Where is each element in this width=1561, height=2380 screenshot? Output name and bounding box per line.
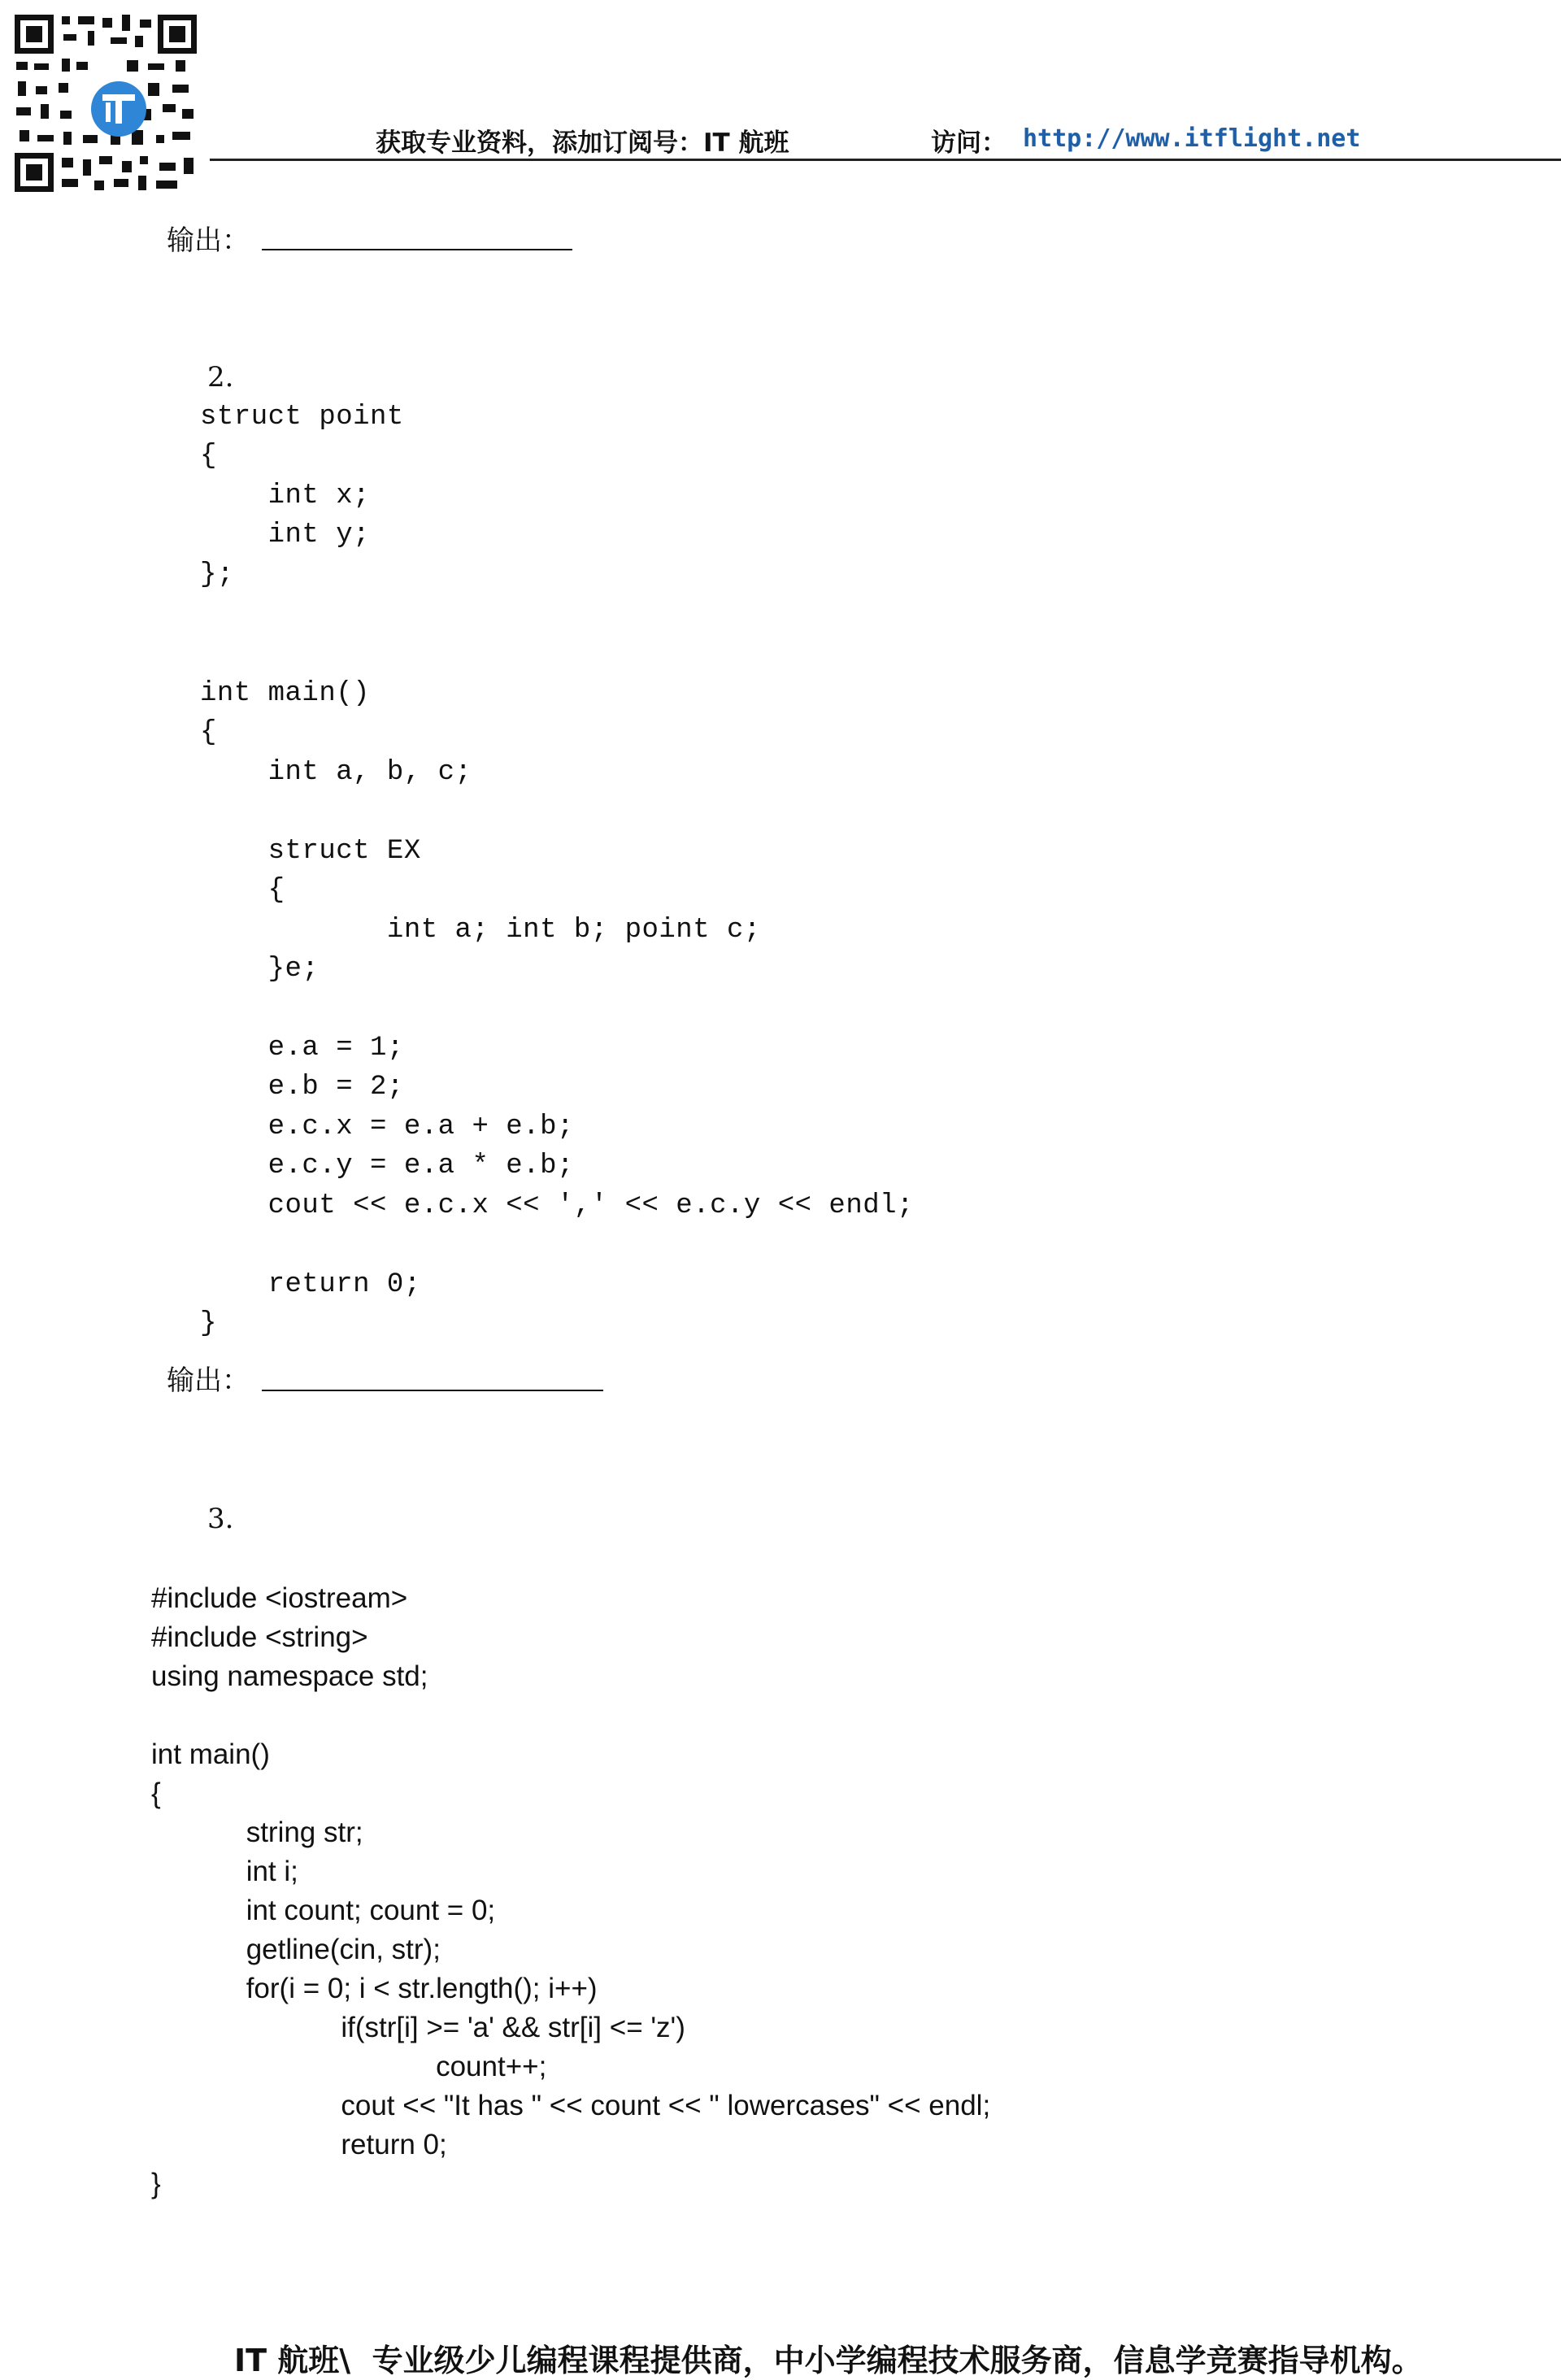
header-promo-text: 获取专业资料，添加订阅号：IT 航班 <box>376 128 789 158</box>
code-line: #include <string> <box>151 1621 368 1653</box>
code-line: int a; int b; point c; <box>200 915 761 946</box>
code-line: { <box>200 717 217 748</box>
header-divider <box>210 159 1561 161</box>
code-line: { <box>200 441 217 472</box>
code-line: string str; <box>151 1817 363 1848</box>
code-line: { <box>200 875 285 906</box>
code-line: int main() <box>151 1738 270 1770</box>
code-line: e.a = 1; <box>200 1033 404 1064</box>
q2-output-blank[interactable] <box>262 1390 603 1391</box>
code-line: return 0; <box>151 2129 447 2160</box>
q1-output-label: 输出： <box>167 224 250 257</box>
header-url-link[interactable]: http://www.itflight.net <box>1023 124 1361 153</box>
code-line: int a, b, c; <box>200 757 472 788</box>
q2-output-label: 输出： <box>167 1364 250 1397</box>
code-line: #include <iostream> <box>151 1582 408 1614</box>
code-line: e.c.y = e.a * e.b; <box>200 1151 574 1181</box>
code-line: } <box>200 1308 217 1339</box>
code-line: int i; <box>151 1856 298 1887</box>
header-visit-label: 访问： <box>931 128 1007 158</box>
code-line: int main() <box>200 678 371 709</box>
q3-number: 3. <box>207 1503 234 1535</box>
code-line: cout << "It has " << count << " lowercases" << endl; <box>151 2090 991 2121</box>
qr-code-icon <box>13 13 198 194</box>
q1-output-blank[interactable] <box>262 249 572 250</box>
code-line: count++; <box>151 2051 547 2082</box>
code-line: e.c.x = e.a + e.b; <box>200 1112 574 1142</box>
code-line: }e; <box>200 954 320 985</box>
code-line: return 0; <box>200 1269 421 1300</box>
code-line: int y; <box>200 520 371 550</box>
code-line: using namespace std; <box>151 1660 428 1692</box>
q2-number: 2. <box>207 361 234 394</box>
code-line: if(str[i] >= 'a' && str[i] <= 'z') <box>151 2012 685 2043</box>
code-line: e.b = 2; <box>200 1072 404 1103</box>
code-line: getline(cin, str); <box>151 1934 441 1965</box>
code-line: } <box>151 2168 161 2199</box>
code-line: struct point <box>200 402 404 433</box>
footer-text: IT 航班\ 专业级少儿编程课程提供商，中小学编程技术服务商，信息学竞赛指导机构。 <box>234 2343 1423 2378</box>
code-line: }; <box>200 559 234 590</box>
code-line: int x; <box>200 481 371 511</box>
code-line: int count; count = 0; <box>151 1895 496 1926</box>
code-line: cout << e.c.x << ',' << e.c.y << endl; <box>200 1190 914 1221</box>
code-line: struct EX <box>200 836 421 867</box>
code-line: for(i = 0; i < str.length(); i++) <box>151 1973 598 2004</box>
code-line: { <box>151 1777 161 1809</box>
